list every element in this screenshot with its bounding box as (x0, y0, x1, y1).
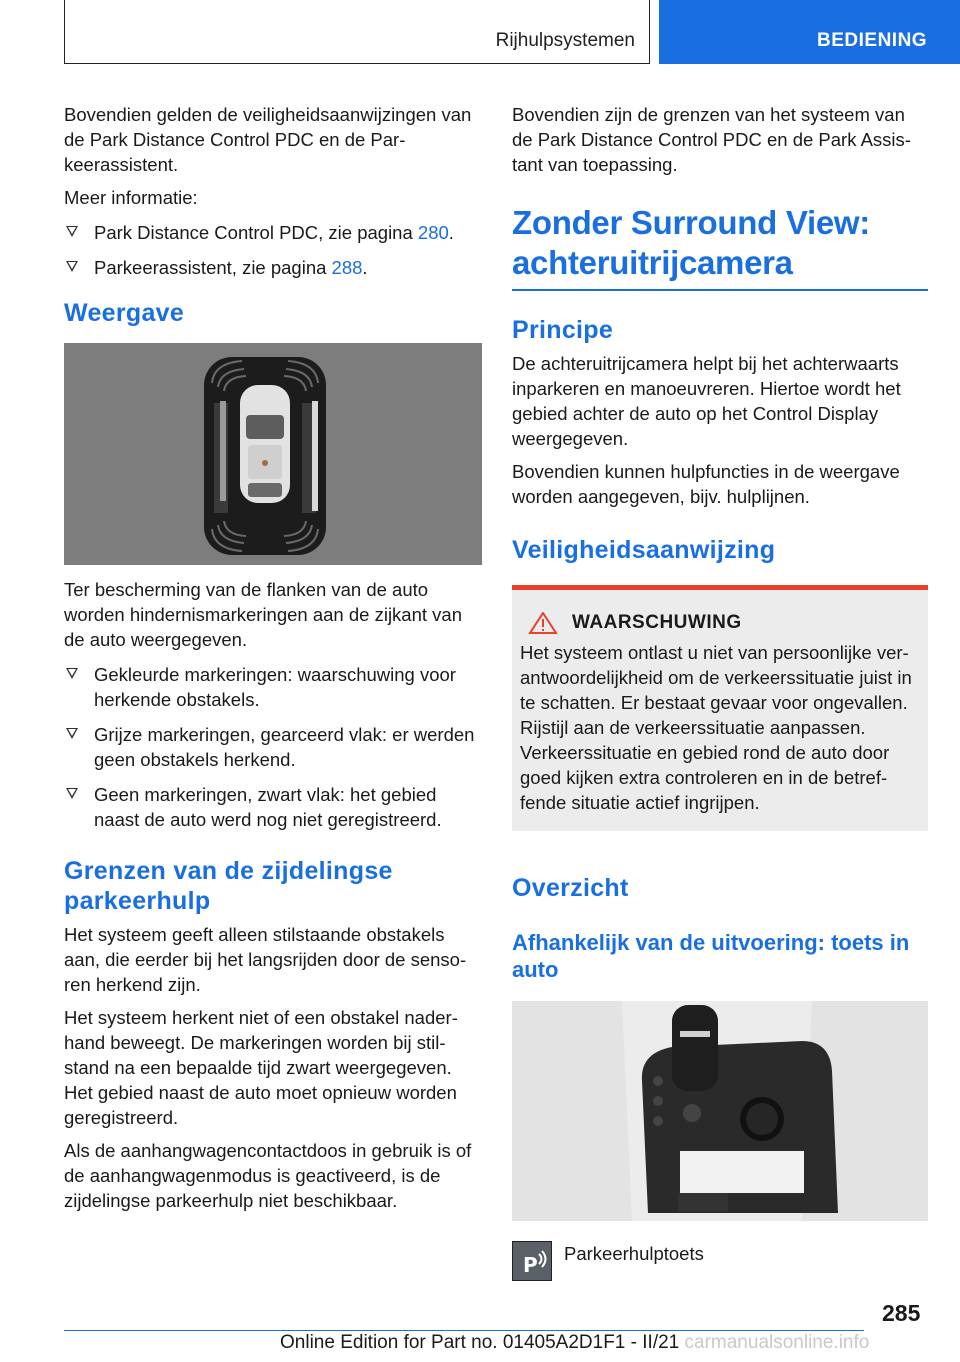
heading-rule (512, 289, 928, 291)
reference-list (64, 220, 482, 280)
triangle-bullet-icon (66, 728, 78, 739)
principe-paragraph-1: De achteruitrijcamera helpt bij het achterwaarts inparkeren en manoeuvreren. Hiertoe wordt het gebied achter de auto op het Control Display weergegeven. (512, 353, 901, 449)
footer-watermark: carmanualsonline.info (684, 1332, 870, 1353)
parking-view-image (64, 343, 482, 565)
page-link-280[interactable]: 280 (417, 222, 449, 243)
overzicht-heading: Overzicht (512, 874, 629, 902)
parking-key-label: Parkeerhulptoets (564, 1243, 704, 1264)
list-item: Park Distance Control PDC, zie pagina 280. (64, 220, 482, 245)
list-item: Grijze markeringen, gearceerd vlak: er werden geen obstakels herkend. (64, 722, 482, 772)
console-illustration (512, 1001, 928, 1221)
left-column (64, 102, 482, 1221)
triangle-bullet-icon (66, 261, 78, 272)
section-title: Rijhulpsystemen (495, 30, 635, 51)
chapter-tab (659, 0, 960, 64)
page-link-288[interactable]: 288 (331, 257, 363, 278)
footer-rule (64, 1330, 864, 1331)
triangle-bullet-icon (66, 226, 78, 237)
center-console-image (512, 1001, 928, 1221)
parking-key-row (512, 1241, 928, 1281)
weergave-heading: Weergave (64, 299, 185, 327)
footer-edition: Online Edition for Part no. 01405A2D1F1 - II/21 carmanualsonline.info (280, 1332, 870, 1353)
list-item: Gekleurde markeringen: waarschuwing voor herkende obstakels. (64, 662, 482, 712)
intro-paragraph: Bovendien gelden de veiligheidsaanwijzingen van de Park Distance Control PDC en de Parkeerassistent. (64, 104, 472, 175)
grenzen-heading: Grenzen van de zijdelingse parkeerhulp (64, 857, 393, 915)
list-item: Parkeerassistent, zie pagina 288. (64, 255, 482, 280)
veiligheid-heading: Veiligheidsaanwijzing (512, 536, 776, 564)
toets-heading: Afhankelijk van de uitvoering: toets in auto (512, 930, 910, 982)
weergave-paragraph: Ter bescherming van de flanken van de auto worden hindernismarkeringen aan de zijkant van de auto weergegeven. (64, 579, 462, 650)
list-item: Geen markeringen, zwart vlak: het gebied naast de auto werd nog niet geregistreerd. (64, 782, 482, 832)
parking-assist-button-icon (512, 1241, 552, 1281)
triangle-bullet-icon (66, 788, 78, 799)
main-heading: Zonder Surround View: achteruitrijcamera (512, 204, 870, 281)
grenzen-paragraph-1: Het systeem geeft alleen stilstaande obstakels aan, die eerder bij het langsrijden door de sensoren herkend zijn. (64, 924, 467, 995)
warning-title: WAARSCHUWING (572, 612, 742, 633)
running-header (64, 0, 650, 64)
warning-triangle-icon (528, 612, 558, 634)
principe-heading: Principe (512, 316, 614, 344)
more-info-label: Meer informatie: (64, 187, 198, 208)
principe-paragraph-2: Bovendien kunnen hulpfuncties in de weergave worden aangegeven, bijv. hulplijnen. (512, 461, 900, 507)
car-top-view-illustration (64, 343, 482, 565)
warning-text: Het systeem ontlast u niet van persoonlijke verantwoordelijkheid om de verkeerssituatie juist in te schatten. Er bestaat gevaar voor ongevallen. Rijstijl aan de verkeerssituatie aanpassen. Verkeerssituatie en gebied rond de auto door goed kijken extra controleren en in de betreffende situatie actief ingrijpen. (520, 642, 912, 813)
svg-text:P: P (523, 1253, 538, 1277)
intro-paragraph-right: Bovendien zijn de grenzen van het systeem van de Park Distance Control PDC en de Park Assistant van toepassing. (512, 104, 911, 175)
chapter-title: BEDIENING (817, 30, 928, 51)
right-column (512, 102, 928, 1281)
grenzen-paragraph-2: Het systeem herkent niet of een obstakel naderhand beweegt. De markeringen worden bij stilstand na een bepaalde tijd zwart weergegeven. Het gebied naast de auto moet opnieuw worden geregistreerd. (64, 1007, 458, 1128)
page-number: 285 (882, 1300, 921, 1326)
grenzen-paragraph-3: Als de aanhangwagencontactdoos in gebruik is of de aanhangwagenmodus is geactiveerd, is de zijdelingse parkeerhulp niet beschikbaar. (64, 1140, 472, 1211)
warning-box (512, 585, 928, 831)
marker-list (64, 662, 482, 832)
triangle-bullet-icon (66, 668, 78, 679)
